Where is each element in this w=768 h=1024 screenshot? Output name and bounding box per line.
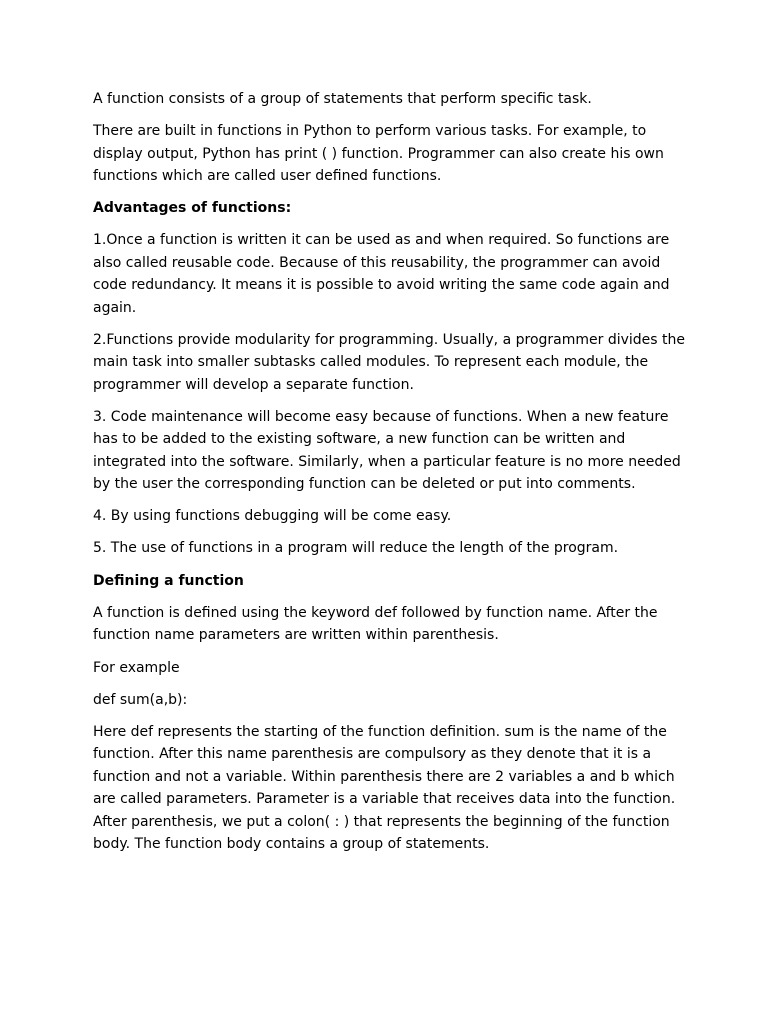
document-body [93,88,685,865]
example-label: For example [93,659,180,676]
definition-paragraph: A function is defined using the keyword def followed by function name. After the function name parameters are written within parenthesis. [93,604,658,644]
advantage-item-1: 1.Once a function is written it can be used as and when required. So functions are also called reusable code. Because of this reusability, the programmer can avoid code redundancy. It means it is possible to avoid writing the same code again and again. [93,232,670,316]
advantage-item-4: 4. By using functions debugging will be come easy. [93,508,452,525]
advantage-item-3: 3. Code maintenance will become easy because of functions. When a new feature has to be added to the existing software, a new function can be written and integrated into the software. Similarly, when a particular feature is no more needed by the user the corresponding function can be deleted or put into comments. [93,408,681,493]
intro-paragraph: A function consists of a group of statements that perform specific task. [93,91,592,107]
advantage-item-5: 5. The use of functions in a program will reduce the length of the program. [93,540,619,557]
builtin-functions-paragraph: There are built in functions in Python to perform various tasks. For example, to display output, Python has print ( ) function. Programmer can also create his own functions which are called user defined functions. [93,123,664,185]
defining-function-heading: Defining a function [93,572,244,589]
explanation-paragraph: Here def represents the starting of the function definition. sum is the name of the function. After this name parenthesis are compulsory as they denote that it is a function and not a variable. Within parenthesis there are 2 variables a and b which are called parameters. Parameter is a variable that receives data into the function. After parenthesis, we put a colon( : ) that represents the beginning of the function body. The function body contains a group of statements. [93,723,676,852]
code-example: def sum(a,b): [93,691,188,708]
advantage-item-2: 2.Functions provide modularity for programming. Usually, a programmer divides the main task into smaller subtasks called modules. To represent each module, the programmer will develop a separate function. [93,331,685,393]
advantages-heading: Advantages of functions: [93,200,292,217]
